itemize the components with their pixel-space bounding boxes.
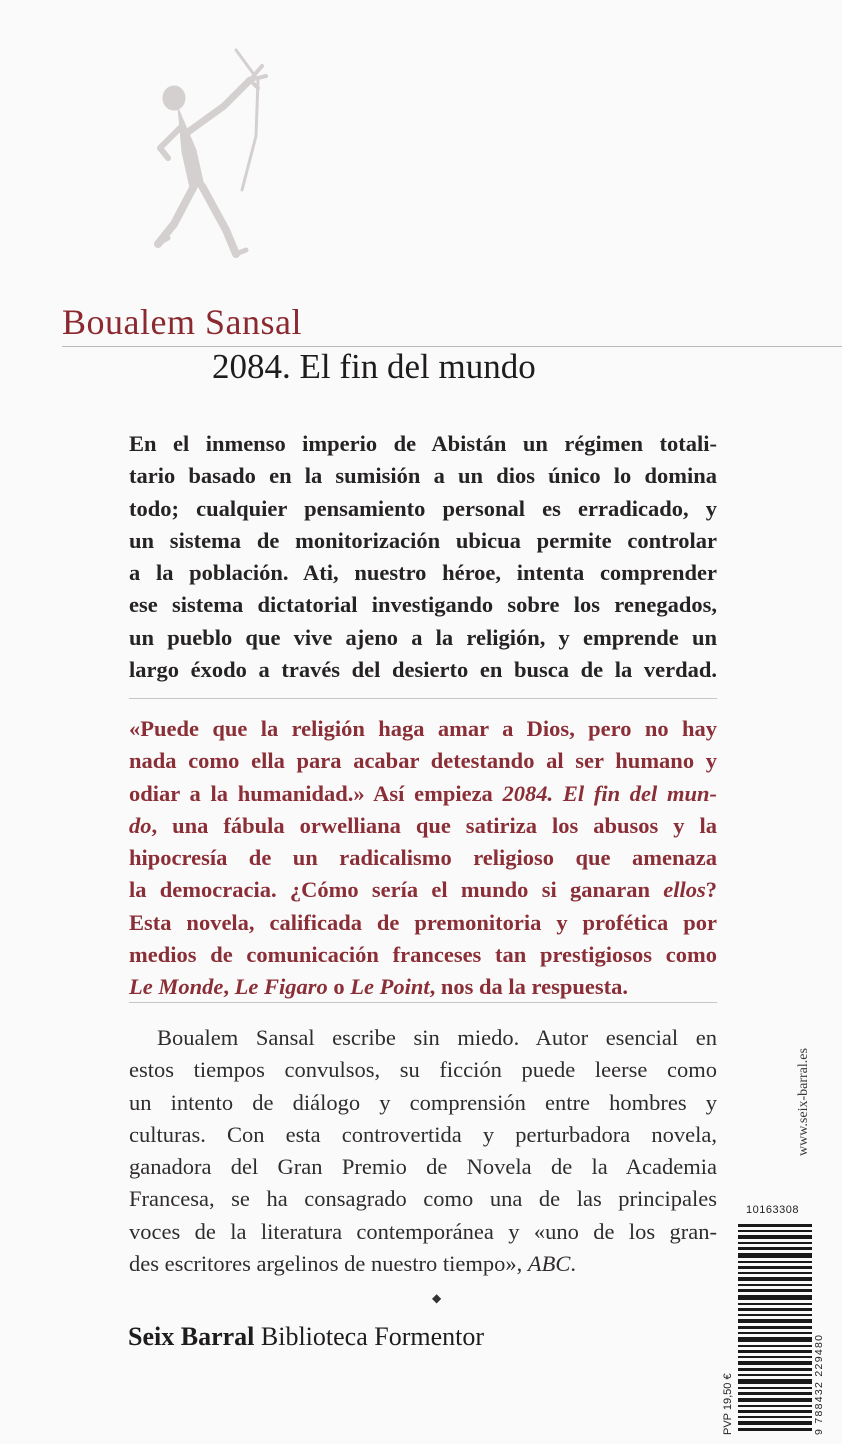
- book-title: 2084. El fin del mundo: [212, 347, 536, 386]
- publisher-website: www.seix-barral.es: [796, 1048, 811, 1156]
- synopsis-line: a la población. Ati, nuestro héroe, intenta comprender: [129, 560, 717, 586]
- publisher-name: Seix Barral: [128, 1322, 255, 1351]
- note-line: Francesa, se ha consagrado como una de las principales: [129, 1186, 717, 1212]
- note-text: .: [570, 1251, 576, 1277]
- quote-text: ?: [705, 877, 718, 903]
- price-label: PVP 19,50 €: [722, 1373, 734, 1435]
- quote-text: , nos da la respuesta.: [429, 974, 628, 1000]
- synopsis-line: todo; cualquier pensamiento personal es erradicado, y: [129, 495, 717, 521]
- note-text: des escritores argelinos de nuestro tiempo»,: [129, 1251, 528, 1277]
- quote-title-italic: do: [129, 812, 152, 838]
- synopsis-line: largo éxodo a través del desierto en busca de la verdad.: [129, 657, 717, 683]
- synopsis-line: tario basado en la sumisión a un dios único lo domina: [129, 463, 717, 489]
- ornament-mark: ◆: [432, 1291, 442, 1305]
- synopsis-line: ese sistema dictatorial investigando sobre los renegados,: [129, 592, 717, 618]
- barcode: [738, 1222, 812, 1434]
- quote-line: nada como ella para acabar detestando al ser humano y: [129, 748, 717, 774]
- quote-line: [129, 778, 717, 810]
- collection-name: Biblioteca Formentor: [260, 1322, 484, 1351]
- quote-text: odiar a la humanidad.» Así empieza: [129, 780, 493, 806]
- newspaper-name: Le Point: [350, 974, 430, 1000]
- quote-text: ,: [223, 974, 235, 1000]
- imprint: [128, 1322, 484, 1352]
- synopsis-line: un pueblo que vive ajeno a la religión, y emprende un: [129, 624, 717, 650]
- quote-line: medios de comunicación franceses tan prestigiosos como: [129, 942, 717, 968]
- newspaper-name: Le Figaro: [234, 974, 328, 1000]
- newspaper-name: ABC: [527, 1251, 571, 1277]
- note-line: ganadora del Gran Premio de Novela de la Academia: [129, 1154, 717, 1180]
- section-divider: [129, 1002, 717, 1003]
- newspaper-name: Le Monde: [129, 974, 224, 1000]
- note-line: voces de la literatura contemporánea y «uno de los gran-: [129, 1218, 717, 1244]
- quote-line: [129, 810, 717, 842]
- note-line: un intento de diálogo y comprensión entre hombres y: [129, 1089, 717, 1115]
- synopsis-line: En el inmenso imperio de Abistán un régimen totali-: [129, 431, 717, 456]
- note-line: estos tiempos convulsos, su ficción puede leerse como: [129, 1057, 717, 1083]
- note-line: culturas. Con esta controvertida y perturbadora novela,: [129, 1121, 717, 1147]
- quote-line: «Puede que la religión haga amar a Dios, pero no hay: [129, 716, 717, 741]
- quote-line: hipocresía de un radicalismo religioso que amenaza: [129, 845, 717, 871]
- running-figure-logo: [138, 40, 288, 260]
- isbn-number: 9 788432 229480: [813, 1333, 825, 1435]
- quote-title-italic: 2084. El fin del mun-: [502, 780, 718, 806]
- synopsis: [129, 428, 717, 686]
- quote-line: [129, 874, 717, 906]
- publisher-quote: [129, 713, 717, 1004]
- quote-text: , una fábula orwelliana que satiriza los abusos y la: [151, 812, 717, 838]
- note-line: [129, 1248, 717, 1280]
- author-name: Boualem Sansal: [62, 302, 302, 342]
- author-note: [129, 1022, 717, 1280]
- quote-text: o: [327, 974, 351, 1000]
- quote-line: [129, 971, 717, 1003]
- quote-line: Esta novela, calificada de premonitoria y profética por: [129, 909, 717, 935]
- product-code: 10163308: [746, 1204, 799, 1216]
- quote-text: la democracia. ¿Cómo sería el mundo si ganaran: [129, 877, 650, 903]
- quote-italic: ellos: [663, 877, 706, 903]
- section-divider: [129, 698, 717, 699]
- synopsis-line: un sistema de monitorización ubicua permite controlar: [129, 527, 717, 553]
- note-line: Boualem Sansal escribe sin miedo. Autor esencial en: [157, 1025, 717, 1050]
